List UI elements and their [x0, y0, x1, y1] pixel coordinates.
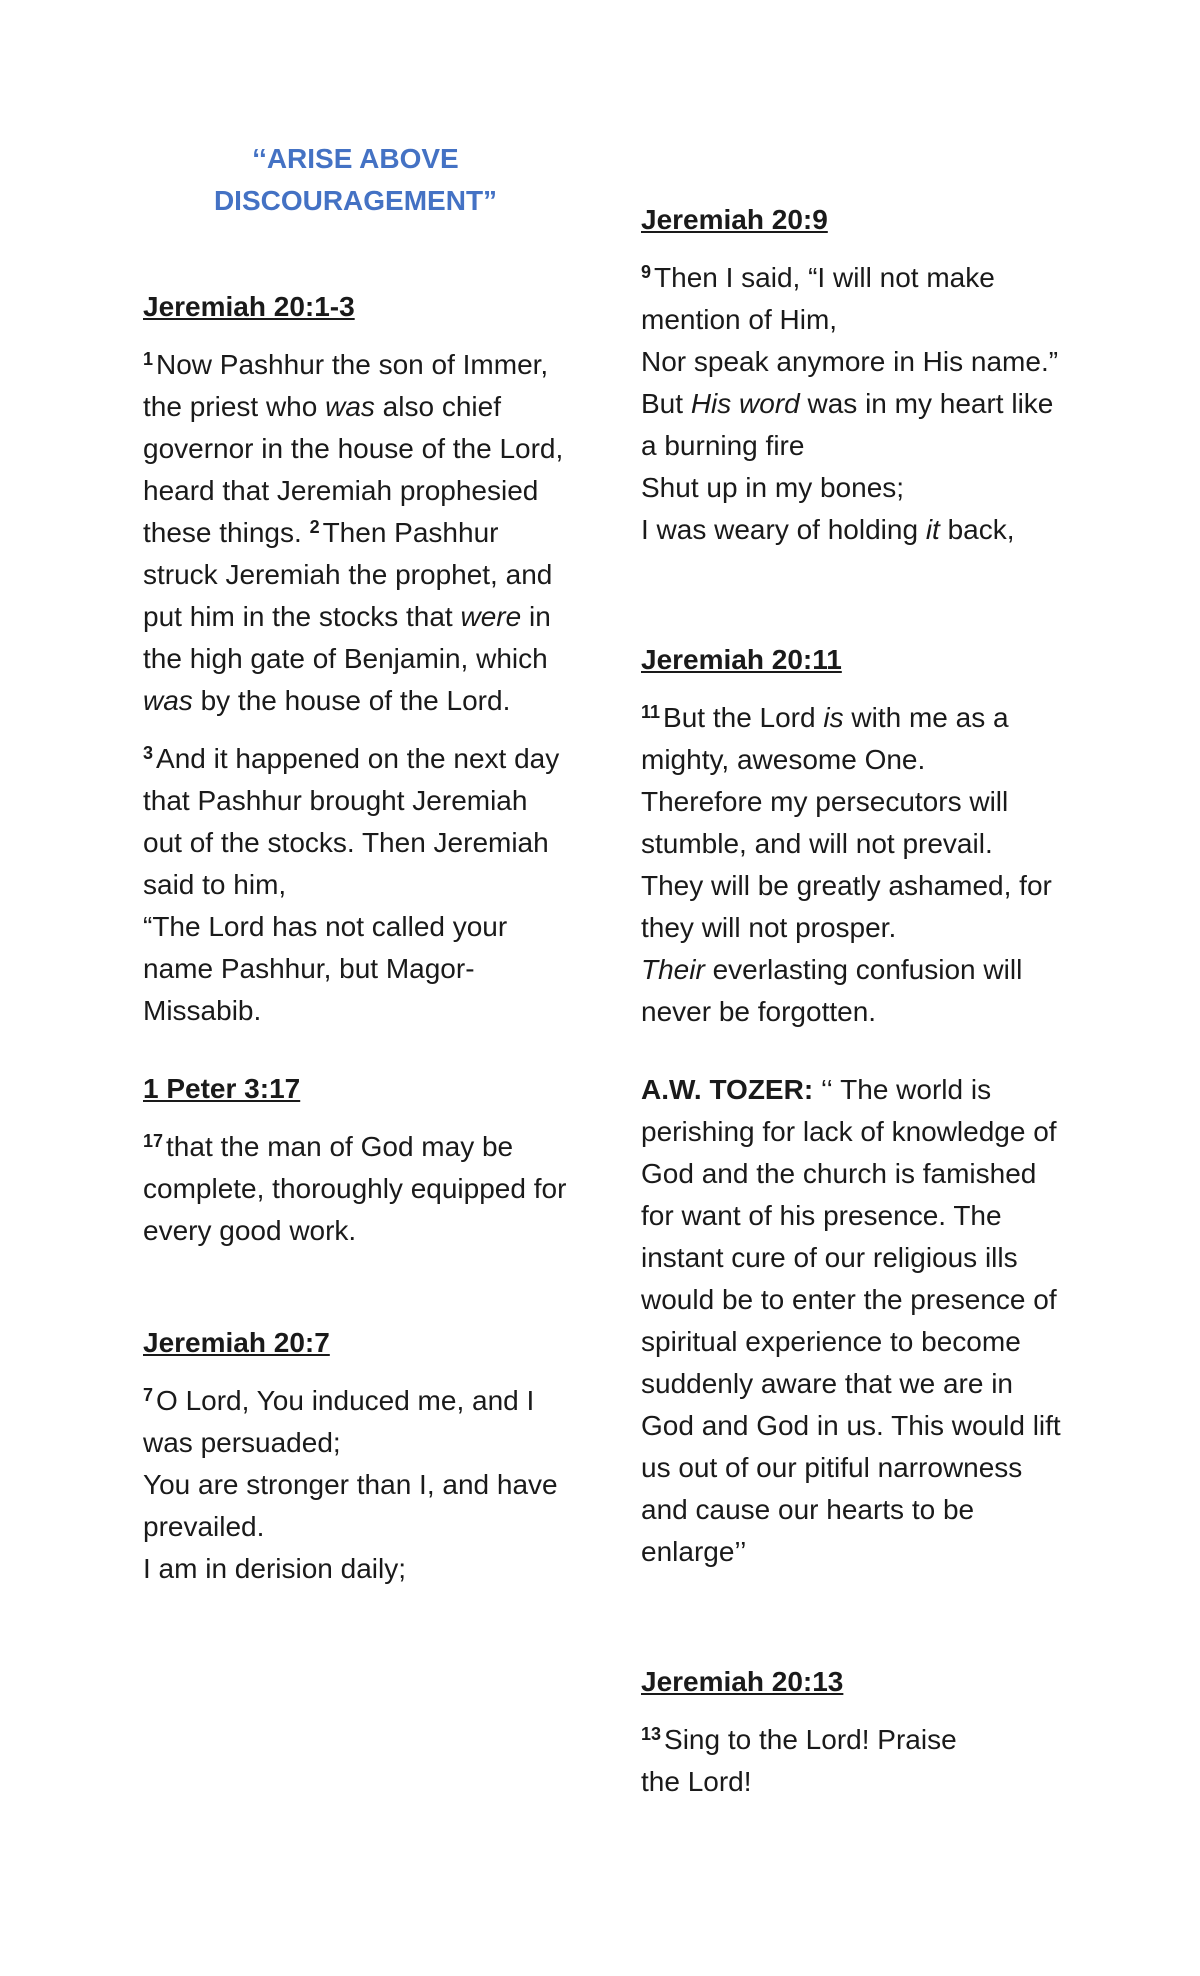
verse-text: You are stronger than I, and have prevailed. [143, 1469, 558, 1542]
verse-text: also chief governor in the house of the Lord, heard that Jeremiah prophesied these things. [143, 391, 564, 548]
reference-jeremiah-20-13: Jeremiah 20:13 [641, 1666, 844, 1697]
tozer-quote [641, 1069, 1071, 1573]
verse-text: O Lord, You induced me, and I was persuaded; [143, 1385, 535, 1458]
verse-italic: it [925, 514, 940, 545]
verse-italic: His word [690, 388, 800, 419]
verse-italic: Their [641, 954, 705, 985]
verse-jeremiah-20-7 [143, 1380, 573, 1590]
verse-text: I was weary of holding [641, 514, 926, 545]
tozer-text: ‘‘ The world is perishing for lack of knowledge of God and the church is famished for want of his presence. The instant cure of our religious ills would be to enter the presence of spiritual experience to become suddenly aware that we are in God and God in us. This would lift us out of our pitiful narrowness and cause our hearts to be enlarge’’ [641, 1074, 1061, 1567]
verse-jeremiah-20-3 [143, 738, 573, 1032]
verse-text: by the house of the Lord. [192, 685, 511, 716]
verse-text: I am in derision daily; [143, 1553, 407, 1584]
verse-text: “The Lord has not called your name Pashhur, but Magor-Missabib. [143, 911, 508, 1026]
verse-text: in the high gate of Benjamin, which [143, 601, 551, 674]
page-title: ‘‘ARISE ABOVE DISCOURAGEMENT” [213, 143, 498, 216]
verse-text: Therefore my persecutors will stumble, and will not prevail. [641, 786, 1009, 859]
verse-italic: is [823, 702, 844, 733]
reference-1-peter-3-17: 1 Peter 3:17 [143, 1073, 301, 1104]
verse-italic: were [460, 601, 522, 632]
verse-text: But [641, 388, 691, 419]
verse-number: 2 [309, 517, 320, 537]
verse-number: 9 [641, 262, 652, 282]
verse-line [641, 949, 1071, 1033]
verse-line [641, 509, 1071, 551]
verse-text: They will be greatly ashamed, for they will not prosper. [641, 870, 1052, 943]
verse-text: Then Pashhur struck Jeremiah the prophet, and put him in the stocks that [143, 517, 553, 632]
verse-text: And it happened on the next day that Pashhur brought Jeremiah out of the stocks. Then Jeremiah said to him, [143, 743, 560, 900]
verse-text: Sing to the Lord! Praise the Lord! [641, 1724, 957, 1797]
verse-number: 17 [143, 1131, 164, 1151]
verse-text: with me as a mighty, awesome One. [641, 702, 1009, 775]
verse-1-peter-3-17 [143, 1126, 573, 1252]
verse-text: Now Pashhur the son of Immer, the priest who [143, 349, 549, 422]
reference-jeremiah-20-11: Jeremiah 20:11 [641, 644, 842, 675]
verse-jeremiah-20-9 [641, 257, 1071, 551]
tozer-label: A.W. TOZER: [641, 1074, 814, 1105]
verse-text: back, [939, 514, 1015, 545]
verse-number: 7 [143, 1385, 154, 1405]
verse-text: Nor speak anymore in His name.” [641, 346, 1059, 377]
reference-jeremiah-20-1-3: Jeremiah 20:1-3 [143, 291, 355, 322]
reference-jeremiah-20-7: Jeremiah 20:7 [143, 1327, 330, 1358]
right-column [641, 199, 1071, 1819]
verse-text: was in my heart like a burning fire [641, 388, 1054, 461]
verse-text: Then I said, “I will not make mention of Him, [641, 262, 995, 335]
verse-jeremiah-20-11 [641, 697, 1071, 1033]
verse-text: everlasting confusion will never be forgotten. [641, 954, 1023, 1027]
verse-number: 3 [143, 743, 154, 763]
verse-text: Shut up in my bones; [641, 472, 905, 503]
verse-number: 13 [641, 1724, 662, 1744]
verse-number: 11 [641, 702, 661, 722]
left-column [143, 138, 573, 1606]
verse-jeremiah-20-1-2 [143, 344, 573, 722]
verse-italic: was [143, 685, 193, 716]
verse-line [641, 383, 1071, 467]
verse-text: that the man of God may be complete, thoroughly equipped for every good work. [143, 1131, 567, 1246]
verse-italic: was [325, 391, 375, 422]
verse-jeremiah-20-13 [641, 1719, 971, 1803]
verse-text: But the Lord [663, 702, 824, 733]
verse-number: 1 [143, 349, 154, 369]
reference-jeremiah-20-9: Jeremiah 20:9 [641, 204, 828, 235]
